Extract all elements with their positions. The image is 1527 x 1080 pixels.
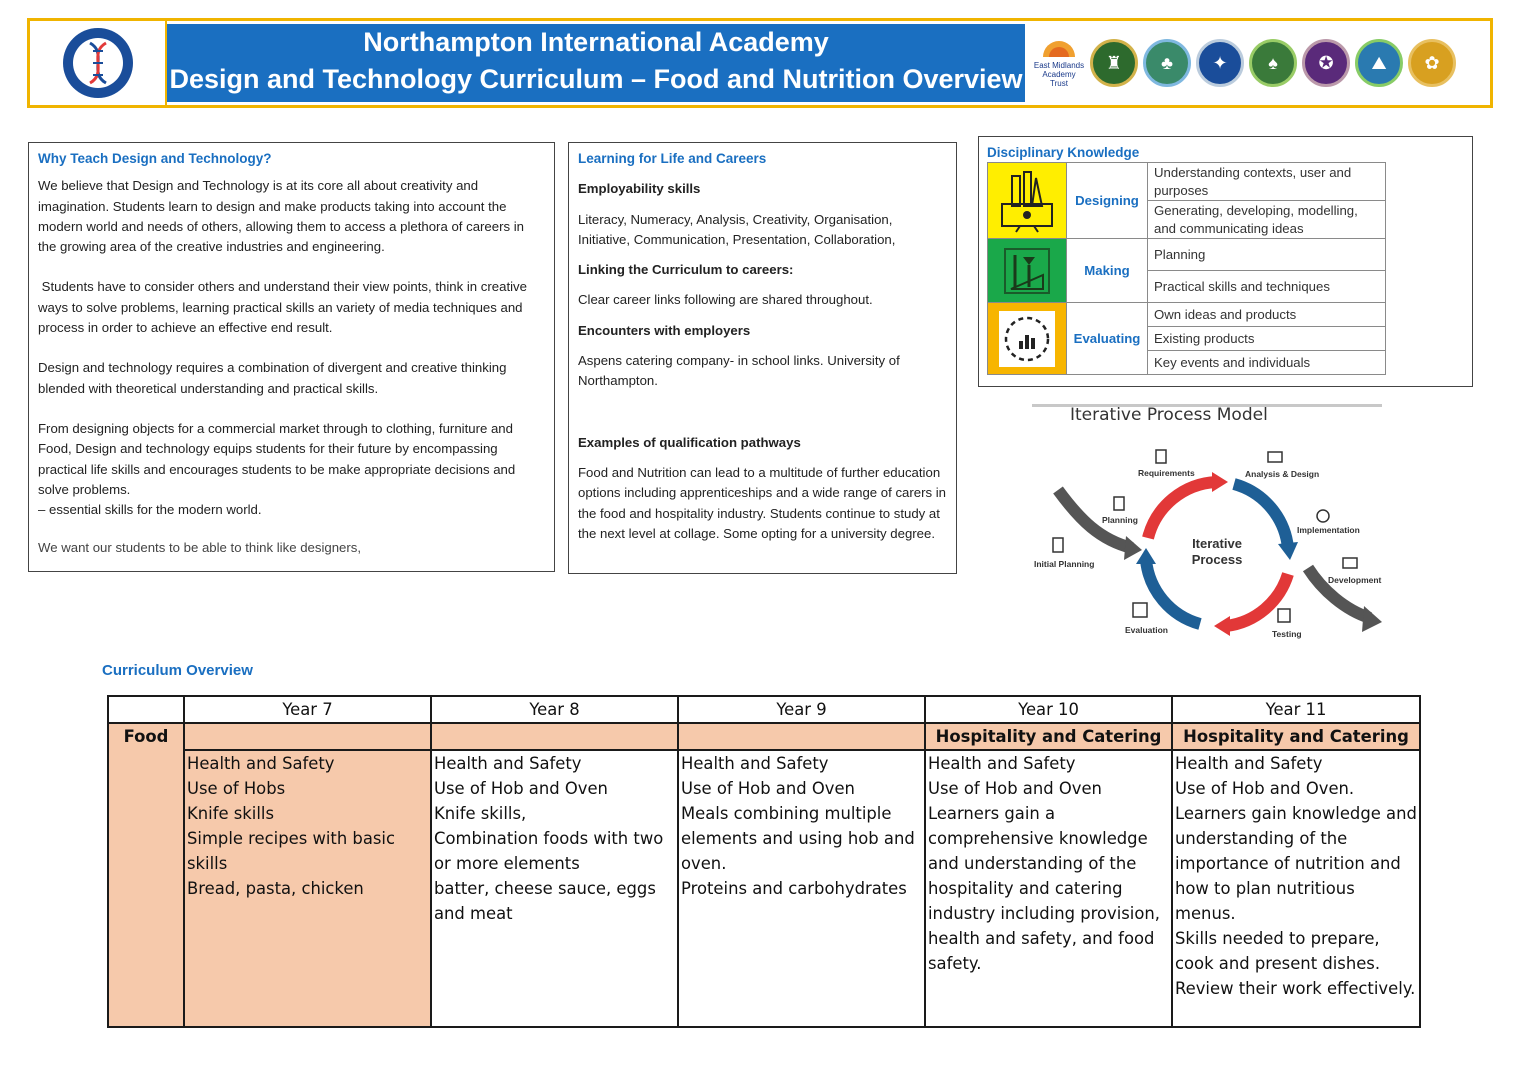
page-header: [27, 18, 1493, 108]
evaluation-chart-icon: [998, 310, 1056, 368]
analysis-icon: [1268, 452, 1282, 462]
life-careers-panel: [568, 142, 957, 574]
requirements-icon: [1156, 450, 1166, 463]
encounters-text: Aspens catering company- in school links. University of Northampton.: [578, 353, 900, 389]
making-icon-cell: [988, 239, 1067, 303]
orchard-academy-badge: ♠: [1249, 39, 1297, 87]
evaluating-item: Own ideas and products: [1148, 303, 1386, 327]
content-line: Health and Safety: [1175, 754, 1323, 773]
linking-heading: Linking the Curriculum to careers:: [578, 262, 794, 278]
employability-text: Literacy, Numeracy, Analysis, Creativity, Organisation, Initiative, Communication, Presentation, Collaboration,: [578, 211, 896, 247]
disciplinary-table: [987, 162, 1386, 375]
stage-testing: Testing: [1272, 629, 1302, 639]
designing-item: Generating, developing, modelling, and communicating ideas: [1148, 201, 1386, 239]
year-header: Year 7: [184, 696, 431, 723]
subhead-row: [108, 723, 1420, 750]
why-teach-paragraph: Design and technology requires a combination of divergent and creative thinking blended with theoretical understanding and practical skills.: [38, 360, 507, 396]
dna-logo-icon: [60, 25, 136, 101]
stage-planning: Planning: [1102, 515, 1138, 525]
content-line: Use of Hob and Oven: [681, 779, 855, 798]
year-header: Year 11: [1172, 696, 1420, 723]
content-line: Health and Safety: [928, 754, 1076, 773]
year7-content: [184, 750, 431, 1027]
making-item: Practical skills and techniques: [1148, 271, 1386, 303]
making-tools-icon: [1001, 245, 1053, 297]
year9-content: [678, 750, 925, 1027]
subhead-cell: [678, 723, 925, 750]
content-line: Health and Safety: [681, 754, 829, 773]
why-teach-paragraph: We want our students to be able to think like designers,: [38, 540, 362, 556]
content-line: Review their work effectively.: [1175, 979, 1416, 998]
content-line: Combination foods with two or more elements: [434, 829, 664, 873]
subhead-cell: Hospitality and Catering: [1172, 723, 1420, 750]
stage-analysis: Analysis & Design: [1245, 469, 1320, 479]
year-header: Year 9: [678, 696, 925, 723]
castle-academy-badge: ♜: [1090, 39, 1138, 87]
content-line: Use of Hob and Oven: [434, 779, 608, 798]
planning-icon: [1114, 497, 1124, 510]
shepherdswell-badge: ⛰: [1355, 39, 1403, 87]
stage-implementation: Implementation: [1297, 525, 1360, 535]
content-line: Proteins and carbohydrates: [681, 879, 907, 898]
nia-badge: ✦: [1196, 39, 1244, 87]
subhead-cell: [431, 723, 678, 750]
stage-evaluation: Evaluation: [1125, 625, 1168, 635]
academy-logo: [30, 21, 167, 105]
content-line: Use of Hobs: [187, 779, 286, 798]
life-careers-title: Learning for Life and Careers: [578, 151, 767, 166]
employability-heading: Employability skills: [578, 181, 701, 197]
encounters-heading: Encounters with employers: [578, 322, 751, 338]
content-line: Use of Hob and Oven: [928, 779, 1102, 798]
years-row: [108, 696, 1420, 723]
making-item: Planning: [1148, 239, 1386, 271]
content-line: Learners gain a comprehensive knowledge and understanding of the hospitality and catering industry including provision, health and safety, and food safety.: [928, 804, 1160, 973]
content-line: Bread, pasta, chicken: [187, 879, 364, 898]
iterative-diagram: [1030, 440, 1390, 645]
implementation-icon: [1317, 510, 1329, 522]
corner-cell: [108, 696, 184, 723]
title-line-1: Northampton International Academy: [363, 27, 829, 57]
disciplinary-title: Disciplinary Knowledge: [987, 145, 1140, 160]
iterative-title: Iterative Process Model: [1070, 405, 1268, 425]
year-header: Year 10: [925, 696, 1172, 723]
header-title: [167, 24, 1025, 102]
subhead-cell: Hospitality and Catering: [925, 723, 1172, 750]
year10-content: [925, 750, 1172, 1027]
content-row: [108, 750, 1420, 1027]
year11-content: [1172, 750, 1420, 1027]
subhead-cell: [184, 723, 431, 750]
hardingstone-academy-badge: ♣: [1143, 39, 1191, 87]
stage-initial-planning: Initial Planning: [1034, 559, 1095, 569]
curriculum-title: Curriculum Overview: [102, 662, 253, 679]
content-line: Simple recipes with basic skills: [187, 829, 395, 873]
stage-requirements: Requirements: [1138, 468, 1195, 478]
why-teach-paragraph: Students have to consider others and understand their view points, think in creative ways to solve problems, learning practical skills an variety of media techniques and process in order to achieve an effective end result.: [38, 279, 531, 336]
title-line-2: Design and Technology Curriculum – Food and Nutrition Overview: [169, 64, 1023, 94]
initial-planning-icon: [1053, 538, 1063, 552]
content-line: Knife skills: [187, 804, 274, 823]
year8-content: [431, 750, 678, 1027]
trust-logo: [1033, 39, 1085, 88]
iterative-center: Iterative Process: [1191, 536, 1243, 567]
content-line: Skills needed to prepare, cook and present dishes.: [1175, 929, 1381, 973]
evaluating-item: Key events and individuals: [1148, 351, 1386, 375]
curriculum-table: [107, 695, 1421, 1028]
prince-william-badge: ✪: [1302, 39, 1350, 87]
stimpson-avenue-badge: ✿: [1408, 39, 1456, 87]
content-line: Use of Hob and Oven.: [1175, 779, 1355, 798]
pathways-heading: Examples of qualification pathways: [578, 434, 801, 450]
subject-label: Food: [108, 723, 184, 1027]
why-teach-paragraph: – essential skills for the modern world.: [38, 502, 262, 518]
sun-icon: [1039, 39, 1079, 59]
designing-icon-cell: [988, 163, 1067, 239]
testing-icon: [1278, 609, 1290, 622]
making-label: Making: [1067, 239, 1148, 303]
content-line: batter, cheese sauce, eggs and meat: [434, 879, 656, 923]
content-line: Health and Safety: [187, 754, 335, 773]
why-teach-title: Why Teach Design and Technology?: [38, 151, 272, 166]
content-line: Health and Safety: [434, 754, 582, 773]
trust-name: East Midlands Academy Trust: [1033, 60, 1085, 88]
linking-text: Clear career links following are shared throughout.: [578, 292, 873, 308]
why-teach-paragraph: From designing objects for a commercial market through to clothing, furniture and Food, Design and technology equips students for their future by encompassing practical life skills and encourages students to be make appropriate decisions and solve problems.: [38, 420, 516, 497]
design-tools-icon: [996, 168, 1058, 234]
trust-logos: [1027, 21, 1490, 105]
content-line: Knife skills,: [434, 804, 527, 823]
evaluating-icon-cell: [988, 303, 1067, 375]
evaluating-label: Evaluating: [1067, 303, 1148, 375]
pathways-text: Food and Nutrition can lead to a multitude of further education options including apprenticeships and a wide range of carers in the food and hospitality industry. Students continue to study at the next level at collage. Some opting for a university degree.: [578, 464, 947, 541]
content-line: Learners gain knowledge and understanding of the importance of nutrition and how to plan nutritious menus.: [1175, 804, 1417, 923]
stage-development: Development: [1328, 575, 1382, 585]
development-icon: [1343, 558, 1357, 568]
designing-label: Designing: [1067, 163, 1148, 239]
evaluating-item: Existing products: [1148, 327, 1386, 351]
why-teach-paragraph: We believe that Design and Technology is at its core all about creativity and imagination. Students learn to design and make products taking into account the modern world and needs of others, allowing them to access a plethora of careers in the growing area of the creative industries and engineering.: [38, 178, 525, 255]
year-header: Year 8: [431, 696, 678, 723]
evaluation-icon: [1133, 603, 1147, 617]
content-line: Meals combining multiple elements and using hob and oven.: [681, 804, 915, 873]
why-teach-panel: [28, 142, 555, 572]
designing-item: Understanding contexts, user and purposes: [1148, 163, 1386, 201]
